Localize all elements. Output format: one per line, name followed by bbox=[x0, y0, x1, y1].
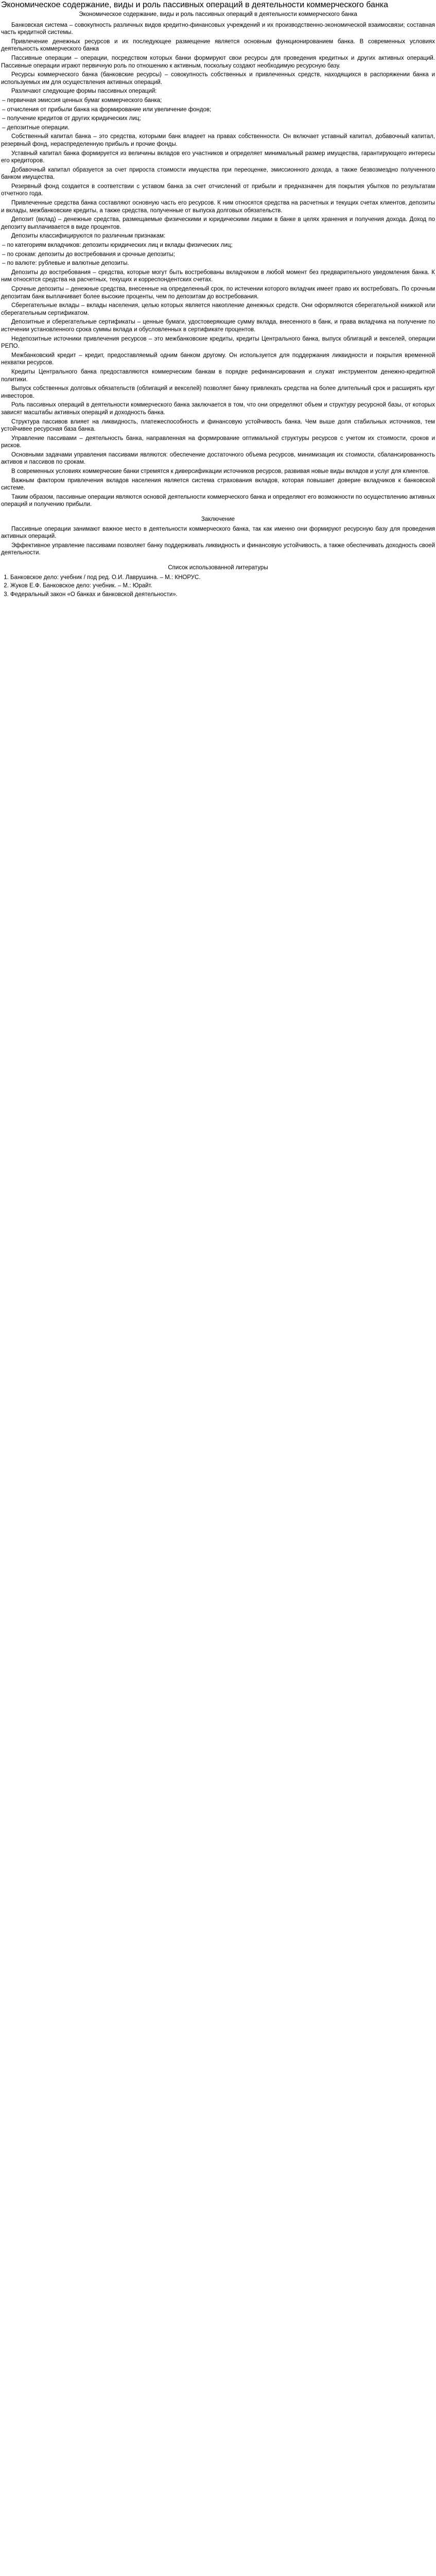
paragraph: Структура пассивов влияет на ликвидность, платежеспособность и финансовую устойчивость банка. Чем выше доля стабильных источников, тем устойчивее ресурсная база банка. bbox=[1, 418, 435, 433]
paragraph: – по срокам: депозиты до востребования и срочные депозиты; bbox=[2, 251, 175, 258]
paragraph: Основными задачами управления пассивами являются: обеспечение достаточного объема ресурсов, минимизация их стоимости, сбалансированность активов и пассивов по срокам. bbox=[1, 451, 435, 466]
references-heading: Список использованной литературы bbox=[168, 565, 268, 571]
paragraph: Эффективное управление пассивами позволяет банку поддерживать ликвидность и финансовую устойчивость, а также обеспечивать доходность своей деятельности. bbox=[1, 542, 435, 556]
conclusion-heading: Заключение bbox=[201, 516, 235, 523]
references-list bbox=[1, 574, 435, 599]
paragraph: Пассивные операции – операции, посредством которых банки формируют свои ресурсы для проведения кредитных и других активных операций. Пассивные операции играют первичную роль по отношению к активным, поскольку создают необходимую ресурсную базу. bbox=[1, 55, 435, 69]
reference-item: 1. Банковское дело: учебник / под ред. О.И. Лаврушина. – М.: КНОРУС. bbox=[10, 574, 435, 582]
paragraph: Пассивные операции занимают важное место в деятельности коммерческого банка, так как именно они формируют ресурсную базу для проведения активных операций. bbox=[1, 526, 435, 540]
paragraph: – депозитные операции. bbox=[2, 124, 69, 131]
paragraph: Различают следующие формы пассивных операций: bbox=[11, 88, 157, 95]
document-subtitle: Экономическое содержание, виды и роль пассивных операций в деятельности коммерческого банка bbox=[79, 11, 357, 18]
paragraph: Депозиты классифицируются по различным признакам: bbox=[11, 233, 166, 240]
paragraph: Ресурсы коммерческого банка (банковские ресурсы) – совокупность собственных и привлеченных средств, находящихся в распоряжении банка и используемых им для осуществления активных операций. bbox=[1, 72, 435, 86]
reference-item: 2. Жуков Е.Ф. Банковское дело: учебник. – М.: Юрайт. bbox=[10, 582, 435, 590]
paragraph: Роль пассивных операций в деятельности коммерческого банка заключается в том, что они определяют объем и структуру ресурсной базы, от которых зависят масштабы активных операций и доходность банка. bbox=[1, 402, 435, 416]
paragraph: Межбанковский кредит – кредит, предоставляемый одним банком другому. Он используется для поддержания ликвидности и покрытия временной нехватки ресурсов. bbox=[1, 352, 435, 366]
paragraph: Важным фактором привлечения вкладов населения является система страхования вкладов, которая повышает доверие вкладчиков к банковской системе. bbox=[1, 477, 435, 492]
document-title: Экономическое содержание, виды и роль пассивных операций в деятельности коммерческого банка bbox=[1, 1, 389, 9]
paragraph: Депозитные и сберегательные сертификаты – ценные бумаги, удостоверяющие сумму вклада, внесенного в банк, и права вкладчика на получение по истечении установленного срока суммы вклада и обусловленных в сертификате процентов. bbox=[1, 319, 435, 333]
paragraph: Резервный фонд создается в соответствии с уставом банка за счет отчислений от прибыли и предназначен для покрытия убытков по результатам отчетного года. bbox=[1, 183, 435, 197]
paragraph: Уставный капитал банка формируется из величины вкладов его участников и определяет минимальный размер имущества, гарантирующего интересы его кредиторов. bbox=[1, 150, 435, 164]
paragraph: – получение кредитов от других юридических лиц; bbox=[2, 115, 141, 122]
document-page bbox=[0, 0, 436, 598]
paragraph: Банковская система – совокупность различных видов кредитно-финансовых учреждений и их производственно-экономической взаимосвязи; составная часть кредитной системы. bbox=[1, 22, 435, 36]
paragraph: В современных условиях коммерческие банки стремятся к диверсификации источников ресурсов, развивая новые виды вкладов и услуг для клиентов. bbox=[11, 468, 430, 475]
paragraph: – по категориям вкладчиков: депозиты юридических лиц и вклады физических лиц; bbox=[2, 242, 233, 249]
paragraph: Добавочный капитал образуется за счет прироста стоимости имущества при переоценке, эмиссионного дохода, а также безвозмездно полученного банком имущества. bbox=[1, 166, 435, 181]
paragraph: Привлечение денежных ресурсов и их последующее размещение является основным функционированием банка. В современных условиях деятельность коммерческого банка bbox=[1, 38, 435, 53]
conclusion-body bbox=[1, 526, 435, 557]
paragraph: – отчисления от прибыли банка на формирование или увеличение фондов; bbox=[2, 106, 212, 113]
paragraph: Собственный капитал банка – это средства, которыми банк владеет на правах собственности. Он включает уставный капитал, добавочный капитал, резервный фонд, нераспределенную прибыль и прочие фонды. bbox=[1, 133, 435, 147]
paragraph: Срочные депозиты – денежные средства, внесенные на определенный срок, по истечении которого вкладчик имеет право их востребовать. По срочным депозитам банк выплачивает более высокие проценты, чем по депозитам до востребования. bbox=[1, 286, 435, 300]
reference-item: 3. Федеральный закон «О банках и банковской деятельности». bbox=[10, 591, 435, 599]
paragraph: Управление пассивами – деятельность банка, направленная на формирование оптимальной структуры ресурсов с учетом их стоимости, сроков и рисков. bbox=[1, 435, 435, 449]
paragraph: Депозит (вклад) – денежные средства, размещаемые физическими и юридическими лицами в банке в целях хранения и получения дохода. Доход по депозиту выплачивается в виде процентов. bbox=[1, 216, 435, 230]
paragraph: – по валюте: рублевые и валютные депозиты. bbox=[2, 260, 129, 267]
paragraph: Недепозитные источники привлечения ресурсов – это межбанковские кредиты, кредиты Центрального банка, выпуск облигаций и векселей, операции РЕПО. bbox=[1, 335, 435, 350]
paragraph: Выпуск собственных долговых обязательств (облигаций и векселей) позволяет банку привлекать средства на более длительный срок и расширять круг инвесторов. bbox=[1, 385, 435, 399]
paragraph: Сберегательные вклады – вклады населения, целью которых является накопление денежных средств. Они оформляются сберегательной книжкой или сберегательным сертификатом. bbox=[1, 302, 435, 316]
paragraph: Кредиты Центрального банка предоставляются коммерческим банкам в порядке рефинансирования и служат инструментом денежно-кредитной политики. bbox=[1, 368, 435, 383]
paragraph: Привлеченные средства банка составляют основную часть его ресурсов. К ним относятся средства на расчетных и текущих счетах клиентов, депозиты и вклады, межбанковские кредиты, а также средства, полученные от выпуска долговых обязательств. bbox=[1, 200, 435, 214]
paragraph: Таким образом, пассивные операции являются основой деятельности коммерческого банка и определяют его возможности по осуществлению активных операций и получению прибыли. bbox=[1, 494, 435, 508]
document-body bbox=[1, 22, 435, 509]
paragraph: Депозиты до востребования – средства, которые могут быть востребованы вкладчиком в любой момент без предварительного уведомления банка. К ним относятся средства на расчетных, текущих и корреспондентских счетах. bbox=[1, 269, 435, 283]
paragraph: – первичная эмиссия ценных бумаг коммерческого банка; bbox=[2, 97, 162, 104]
